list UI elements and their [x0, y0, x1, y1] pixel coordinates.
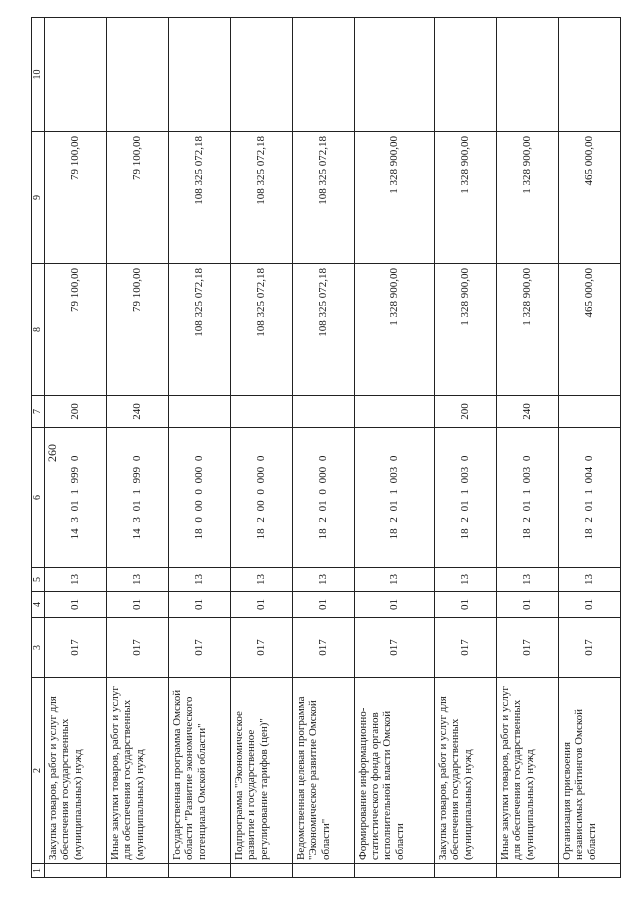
table-row [496, 18, 558, 878]
target-article-cell: 18 2 01 1 003 0 [496, 428, 558, 568]
subsection-cell: 13 [45, 568, 107, 592]
row-number-cell [106, 864, 168, 878]
column-10-cell [435, 18, 497, 132]
amount-total-cell: 108 325 072,18 [292, 132, 354, 264]
table-row [558, 18, 620, 878]
column-10-cell [558, 18, 620, 132]
section-cell: 01 [230, 592, 292, 618]
column-10-cell [45, 18, 107, 132]
amount-total-cell: 79 100,00 [45, 132, 107, 264]
section-cell: 01 [168, 592, 230, 618]
column-header-4: 4 [32, 592, 45, 618]
item-name-cell: Иные закупки товаров, работ и услуг для обеспечения государственных (муниципальных) нужд [106, 678, 168, 864]
subsection-cell: 13 [558, 568, 620, 592]
item-name-cell: Иные закупки товаров, работ и услуг для обеспечения государственных (муниципальных) нужд [496, 678, 558, 864]
budget-table [31, 17, 621, 878]
column-header-3: 3 [32, 618, 45, 678]
item-name-cell: Закупка товаров, работ и услуг для обеспечения государственных (муниципальных) нужд [435, 678, 497, 864]
target-article-cell: 18 2 01 1 003 0 [354, 428, 434, 568]
amount-total-cell: 1 328 900,00 [496, 132, 558, 264]
amount-cell: 1 328 900,00 [354, 264, 434, 396]
amount-total-cell: 108 325 072,18 [230, 132, 292, 264]
expense-type-cell [292, 396, 354, 428]
target-article-cell: 18 2 01 1 004 0 [558, 428, 620, 568]
target-article-cell: 18 2 01 0 000 0 [292, 428, 354, 568]
table-row [435, 18, 497, 878]
column-header-5: 5 [32, 568, 45, 592]
amount-cell: 1 328 900,00 [496, 264, 558, 396]
admin-code-cell: 017 [168, 618, 230, 678]
expense-type-cell [354, 396, 434, 428]
column-header-1: 1 [32, 864, 45, 878]
admin-code-cell: 017 [292, 618, 354, 678]
column-10-cell [354, 18, 434, 132]
subsection-cell: 13 [435, 568, 497, 592]
column-10-cell [106, 18, 168, 132]
column-header-2: 2 [32, 678, 45, 864]
admin-code-cell: 017 [230, 618, 292, 678]
amount-cell: 465 000,00 [558, 264, 620, 396]
header-row [32, 18, 45, 878]
item-name-cell: Подпрограмма "Экономическое развитие и государственное регулирование тарифов (цен)" [230, 678, 292, 864]
table-row [106, 18, 168, 878]
column-10-cell [292, 18, 354, 132]
table-row [292, 18, 354, 878]
row-number-cell [292, 864, 354, 878]
table-row [45, 18, 107, 878]
expense-type-cell: 200 [45, 396, 107, 428]
row-number-cell [558, 864, 620, 878]
column-10-cell [496, 18, 558, 132]
amount-total-cell: 79 100,00 [106, 132, 168, 264]
section-cell: 01 [558, 592, 620, 618]
amount-total-cell: 1 328 900,00 [435, 132, 497, 264]
section-cell: 01 [354, 592, 434, 618]
row-number-cell [168, 864, 230, 878]
item-name-cell: Закупка товаров, работ и услуг для обеспечения государственных (муниципальных) нужд [45, 678, 107, 864]
rotated-page [31, 18, 621, 878]
target-article-cell: 18 2 00 0 000 0 [230, 428, 292, 568]
amount-total-cell: 1 328 900,00 [354, 132, 434, 264]
amount-cell: 108 325 072,18 [292, 264, 354, 396]
amount-total-cell: 465 000,00 [558, 132, 620, 264]
item-name-cell: Ведомственная целевая программа "Экономическое развитие Омской области" [292, 678, 354, 864]
section-cell: 01 [106, 592, 168, 618]
row-number-cell [496, 864, 558, 878]
page-number: 260 [45, 444, 59, 462]
column-header-8: 8 [32, 264, 45, 396]
subsection-cell: 13 [496, 568, 558, 592]
section-cell: 01 [45, 592, 107, 618]
subsection-cell: 13 [292, 568, 354, 592]
expense-type-cell [558, 396, 620, 428]
admin-code-cell: 017 [106, 618, 168, 678]
target-article-cell: 14 3 01 1 999 0 [106, 428, 168, 568]
subsection-cell: 13 [106, 568, 168, 592]
table-row [354, 18, 434, 878]
column-10-cell [230, 18, 292, 132]
table-row [168, 18, 230, 878]
target-article-cell: 18 0 00 0 000 0 [168, 428, 230, 568]
item-name-cell: Государственная программа Омской области "Развитие экономического потенциала Омской области" [168, 678, 230, 864]
subsection-cell: 13 [168, 568, 230, 592]
section-cell: 01 [292, 592, 354, 618]
row-number-cell [354, 864, 434, 878]
expense-type-cell: 240 [106, 396, 168, 428]
amount-cell: 79 100,00 [45, 264, 107, 396]
column-10-cell [168, 18, 230, 132]
column-header-9: 9 [32, 132, 45, 264]
expense-type-cell: 200 [435, 396, 497, 428]
admin-code-cell: 017 [45, 618, 107, 678]
item-name-cell: Организация присвоения независимых рейтингов Омской области [558, 678, 620, 864]
admin-code-cell: 017 [558, 618, 620, 678]
section-cell: 01 [435, 592, 497, 618]
subsection-cell: 13 [230, 568, 292, 592]
amount-total-cell: 108 325 072,18 [168, 132, 230, 264]
expense-type-cell [168, 396, 230, 428]
row-number-cell [230, 864, 292, 878]
amount-cell: 108 325 072,18 [168, 264, 230, 396]
amount-cell: 1 328 900,00 [435, 264, 497, 396]
admin-code-cell: 017 [496, 618, 558, 678]
row-number-cell [45, 864, 107, 878]
table-row [230, 18, 292, 878]
column-header-6: 6 [32, 428, 45, 568]
subsection-cell: 13 [354, 568, 434, 592]
admin-code-cell: 017 [435, 618, 497, 678]
column-header-10: 10 [32, 18, 45, 132]
admin-code-cell: 017 [354, 618, 434, 678]
amount-cell: 79 100,00 [106, 264, 168, 396]
item-name-cell: Формирование информационно-статистического фонда органов исполнительной власти Омской области [354, 678, 434, 864]
target-article-cell: 14 3 01 1 999 0 [45, 428, 107, 568]
section-cell: 01 [496, 592, 558, 618]
expense-type-cell: 240 [496, 396, 558, 428]
expense-type-cell [230, 396, 292, 428]
column-header-7: 7 [32, 396, 45, 428]
amount-cell: 108 325 072,18 [230, 264, 292, 396]
row-number-cell [435, 864, 497, 878]
target-article-cell: 18 2 01 1 003 0 [435, 428, 497, 568]
